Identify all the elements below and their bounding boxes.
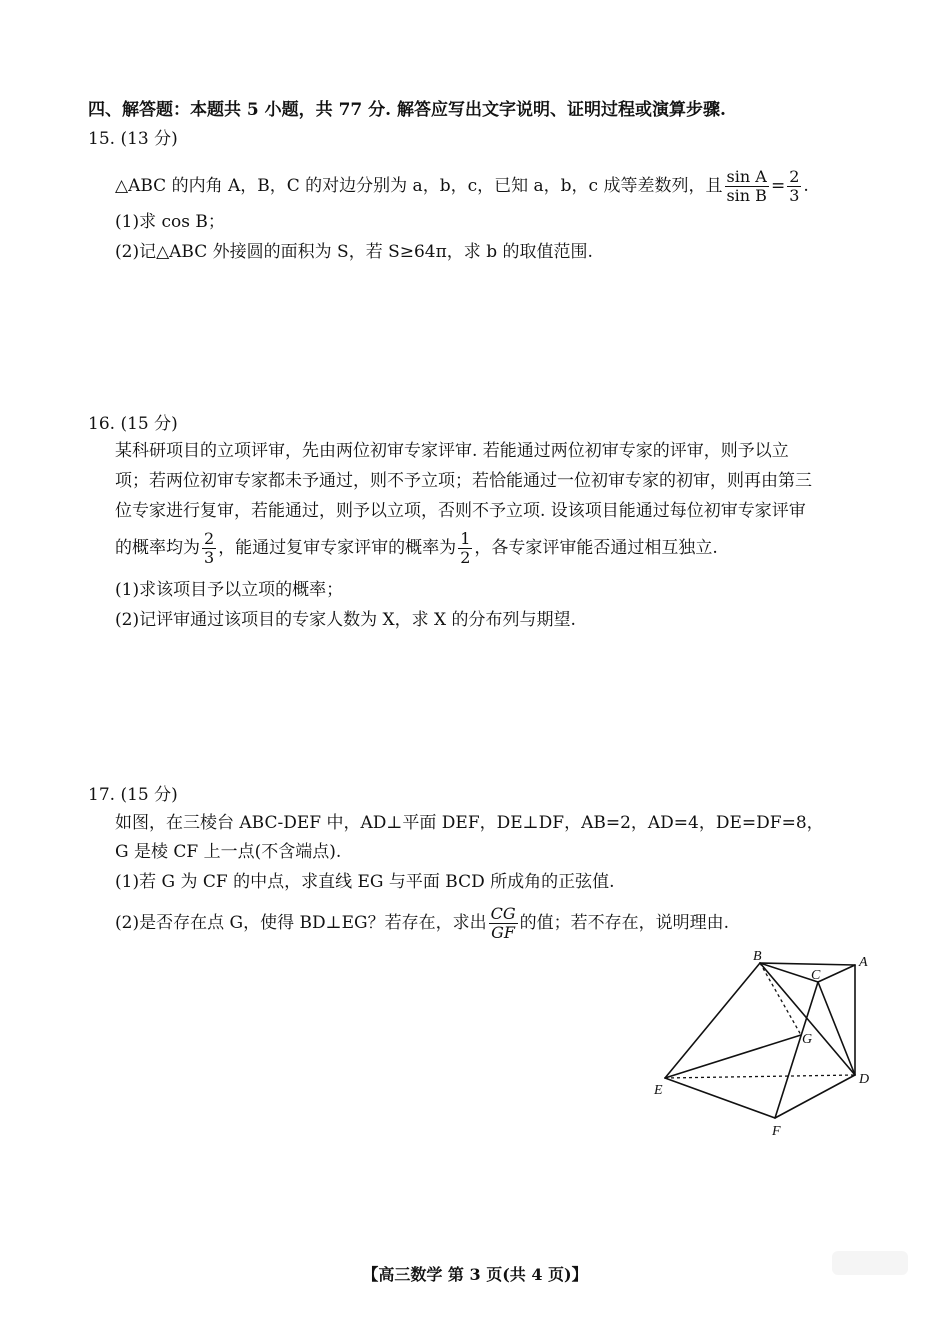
q15-frac2-den: 3 (789, 186, 800, 205)
page-footer: 【高三数学 第 3 页(共 4 页)】 (362, 1265, 588, 1284)
q15-part1: (1)求 cos B； (115, 212, 225, 232)
label-c: C (811, 968, 821, 983)
q17-fraction-cg-gf (489, 905, 518, 942)
q16-f1-den: 3 (204, 548, 215, 567)
q15-fraction-ratio (787, 168, 801, 205)
label-d: D (859, 1072, 870, 1087)
label-f: F (772, 1124, 781, 1139)
label-e: E (654, 1083, 663, 1098)
label-g: G (802, 1032, 813, 1047)
q16-line4-b: ，能通过复审专家评审的概率为 (218, 538, 457, 558)
watermark-logo (830, 1243, 910, 1283)
q16-fraction-initial (202, 530, 216, 567)
segment-eg (665, 1035, 801, 1078)
q16-part1: (1)求该项目予以立项的概率； (115, 580, 344, 600)
q16-part2: (2)记评审通过该项目的专家人数为 X，求 X 的分布列与期望. (115, 610, 576, 630)
q15-stem (115, 168, 809, 205)
q15-frac-den: sin B (726, 186, 767, 205)
segment-bd (760, 963, 855, 1075)
q15-frac2-num: 2 (789, 167, 800, 186)
q17-number: 17. (15 分) (88, 785, 178, 805)
q16-f2-num: 1 (460, 529, 471, 548)
q17-part1: (1)若 G 为 CF 的中点，求直线 EG 与平面 BCD 所成角的正弦值. (115, 872, 615, 892)
edge-ca (818, 965, 855, 982)
q16-line4 (115, 530, 718, 567)
edge-ba (760, 963, 855, 965)
q15-frac-num: sin A (726, 167, 767, 186)
segment-cd (818, 982, 855, 1075)
q16-fraction-review (458, 530, 472, 567)
q16-line1: 某科研项目的立项评审，先由两位初审专家评审. 若能通过两位初审专家的评审，则予以立 (115, 441, 789, 461)
q15-number: 15. (13 分) (88, 129, 178, 149)
q15-fraction-sin (724, 168, 768, 205)
q17-part2-a: (2)是否存在点 G，使得 BD⊥EG？若存在，求出 (115, 913, 487, 933)
q17-part2-b: 的值；若不存在，说明理由. (519, 913, 730, 933)
q16-f1-num: 2 (204, 529, 215, 548)
section-heading: 四、解答题：本题共 5 小题，共 77 分. 解答应写出文字说明、证明过程或演算步骤. (88, 100, 726, 120)
q17-line1: 如图，在三棱台 ABC-DEF 中，AD⊥平面 DEF，DE⊥DF，AB=2，AD=4，DE=DF=8， (115, 813, 824, 833)
q15-part2: (2)记△ABC 外接圆的面积为 S，若 S≥64π，求 b 的取值范围. (115, 242, 593, 262)
q17-line2: G 是棱 CF 上一点(不含端点). (115, 842, 342, 862)
frustum-figure (640, 945, 890, 1140)
q16-line3: 位专家进行复审，若能通过，则予以立项，否则不予立项. 设该项目能通过每位初审专家评审 (115, 501, 806, 521)
q17-frac-num: CG (490, 904, 516, 923)
hidden-edge-ed (665, 1075, 855, 1078)
q15-equals: = (770, 176, 786, 196)
q16-line4-a: 的概率均为 (115, 538, 200, 558)
q16-f2-den: 2 (460, 548, 471, 567)
edge-be (665, 963, 760, 1078)
edge-ef (665, 1078, 775, 1118)
q16-number: 16. (15 分) (88, 414, 178, 434)
label-b: B (753, 949, 762, 964)
q16-line2: 项；若两位初审专家都未予通过，则不予立项；若恰能通过一位初审专家的初审，则再由第三 (115, 471, 812, 491)
q16-line4-c: ，各专家评审能否通过相互独立. (474, 538, 718, 558)
q15-stem-text: △ABC 的内角 A，B，C 的对边分别为 a，b，c，已知 a，b，c 成等差数列，且 (115, 176, 723, 196)
label-a: A (859, 955, 868, 970)
q15-stem-end: . (803, 176, 809, 196)
q17-part2 (115, 905, 729, 942)
q17-frac-den: GF (491, 923, 516, 942)
